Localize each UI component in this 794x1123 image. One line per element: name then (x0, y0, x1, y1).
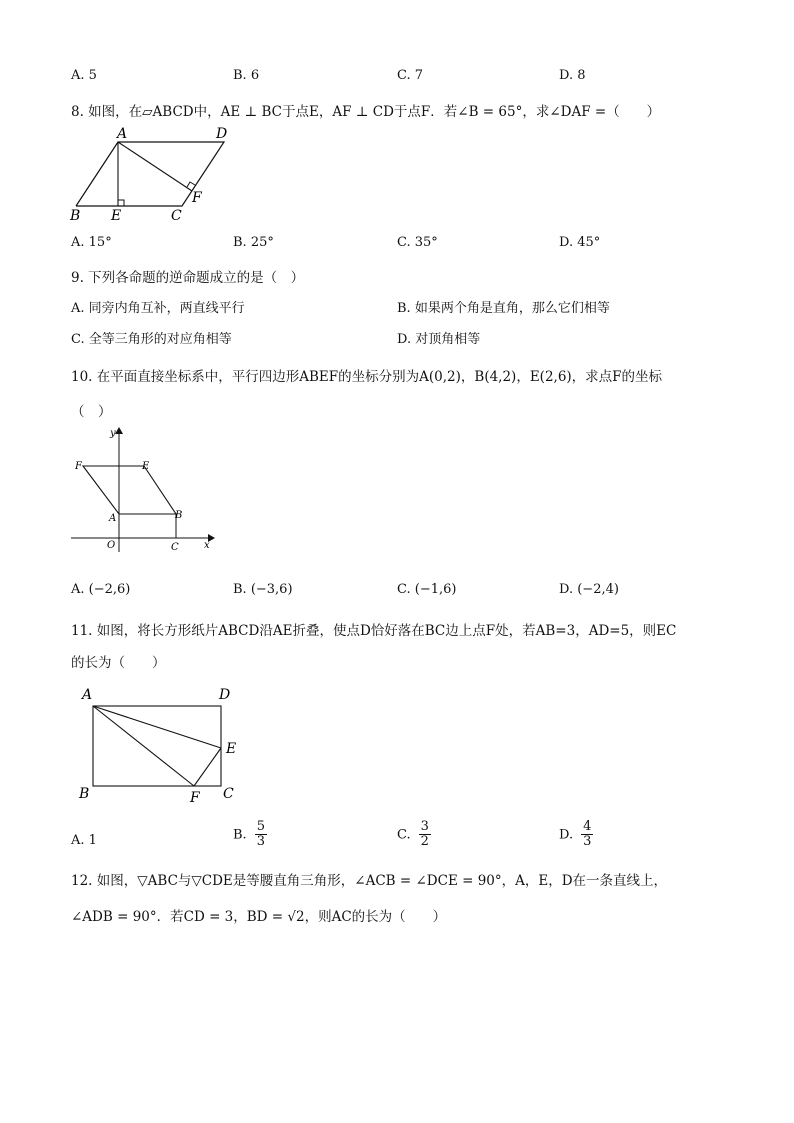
q7-option-a: A. 5 (71, 68, 97, 83)
q8-option-a: A. 15° (71, 235, 112, 250)
q10-stem-cont: （ ） (71, 404, 112, 420)
q11-label-a: A (82, 687, 93, 703)
q8-parallelogram-figure (66, 122, 236, 224)
q11-option-d (559, 820, 593, 850)
q10-label-a: A (109, 513, 117, 524)
q11-option-c-numerator: 3 (420, 819, 429, 834)
q11-option-b (233, 820, 267, 850)
q11-label-d: D (219, 687, 231, 703)
q8-label-e: E (111, 208, 122, 224)
q10-label-b: B (175, 510, 183, 521)
q10-label-y: y (110, 428, 116, 439)
q10-option-d: D. (−2,4) (559, 582, 619, 597)
q9-option-a: A. 同旁内角互补，两直线平行 (71, 301, 245, 316)
q11-option-c-fraction (419, 820, 431, 850)
q10-label-o: O (107, 540, 116, 551)
q11-option-d-fraction (581, 820, 593, 850)
q10-option-b: B. (−3,6) (233, 582, 293, 597)
q8-stem: 8. 如图，在▱ABCD中，AE ⊥ BC于点E，AF ⊥ CD于点F．若∠B = 65°，求∠DAF =（ ） (71, 104, 661, 120)
q10-label-x: x (204, 540, 210, 551)
q8-label-a: A (117, 126, 128, 142)
q11-stem-cont: 的长为（ ） (71, 655, 166, 671)
q11-option-b-fraction (255, 820, 267, 850)
q11-option-d-numerator: 4 (583, 819, 592, 834)
q11-option-b-label: B. (233, 827, 247, 843)
q12-stem-cont: ∠ADB = 90°．若CD = 3，BD = √2，则AC的长为（ ） (71, 909, 447, 925)
q8-label-f: F (192, 190, 202, 206)
q11-option-c-denominator: 2 (420, 834, 429, 850)
q10-label-c: C (171, 542, 179, 553)
q11-option-b-numerator: 5 (256, 819, 265, 834)
q11-option-c-label: C. (397, 827, 411, 843)
q8-label-c: C (171, 208, 182, 224)
q11-option-b-denominator: 3 (256, 834, 265, 850)
q11-option-d-label: D. (559, 827, 574, 843)
q7-option-c: C. 7 (397, 68, 424, 83)
q7-option-b: B. 6 (233, 68, 260, 83)
q10-option-a: A. (−2,6) (71, 582, 131, 597)
q9-stem: 9. 下列各命题的逆命题成立的是（ ） (71, 270, 305, 286)
q11-option-d-denominator: 3 (583, 834, 592, 850)
q8-option-b: B. 25° (233, 235, 274, 250)
q8-label-d: D (216, 126, 228, 142)
q11-label-f: F (190, 790, 200, 806)
q11-rectangle-figure (70, 680, 250, 810)
q7-option-d: D. 8 (559, 68, 586, 83)
q10-label-f: F (75, 461, 82, 472)
q10-option-c: C. (−1,6) (397, 582, 457, 597)
q11-stem: 11. 如图，将长方形纸片ABCD沿AE折叠，使点D恰好落在BC边上点F处，若AB=3，AD=5，则EC (71, 623, 677, 639)
q9-option-c: C. 全等三角形的对应角相等 (71, 332, 232, 347)
q11-label-c: C (223, 786, 234, 802)
q11-label-b: B (79, 786, 90, 802)
q11-label-e: E (226, 741, 237, 757)
q9-option-d: D. 对顶角相等 (397, 332, 481, 347)
q8-option-d: D. 45° (559, 235, 601, 250)
q12-stem: 12. 如图，▽ABC与▽CDE是等腰直角三角形，∠ACB = ∠DCE = 90°，A，E，D在一条直线上， (71, 873, 668, 889)
q10-label-e: E (142, 461, 150, 472)
q10-coordinate-figure (66, 424, 226, 554)
q8-label-b: B (70, 208, 81, 224)
q11-option-c (397, 820, 431, 850)
q10-stem: 10. 在平面直接坐标系中，平行四边形ABEF的坐标分别为A(0,2)，B(4,2)，E(2,6)，求点F的坐标 (71, 369, 663, 385)
q9-option-b: B. 如果两个角是直角，那么它们相等 (397, 301, 610, 316)
q8-option-c: C. 35° (397, 235, 438, 250)
q11-option-a: A. 1 (71, 833, 97, 848)
